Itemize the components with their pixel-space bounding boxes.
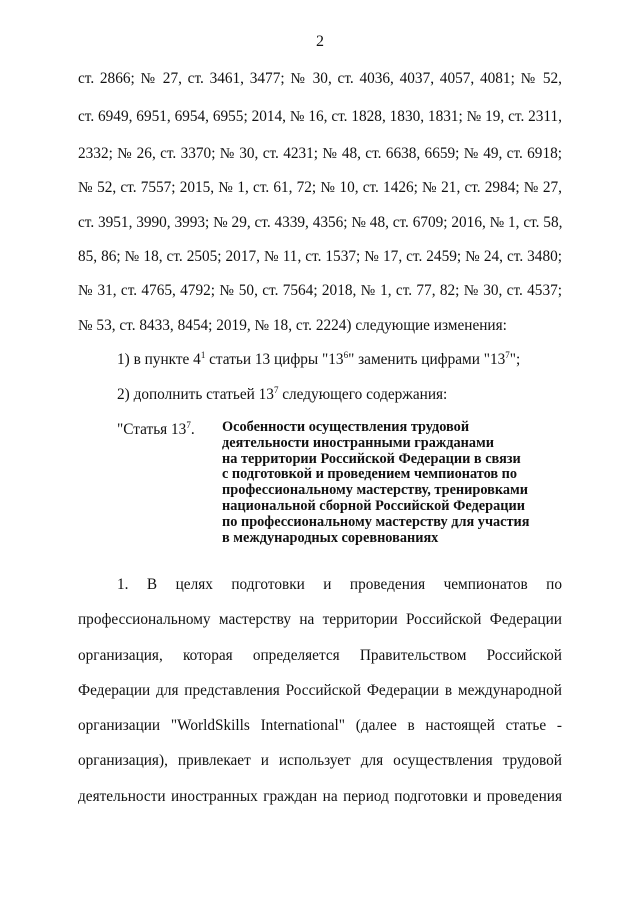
superscript: 7 [505,350,510,360]
article-title-line: профессиональному мастерству, тренировками [222,482,528,499]
body-paragraph-line: профессиональному мастерству на территории Российской Федерации [78,611,562,628]
citation-line: 85, 86; № 18, ст. 2505; 2017, № 11, ст. 1537; № 17, ст. 2459; № 24, ст. 3480; [78,248,562,265]
body-paragraph-line: организация), привлекает и использует для осуществления трудовой [78,752,562,769]
article-title-line: с подготовкой и проведением чемпионатов по [222,466,518,483]
amendment-item-1-text-b: статьи 13 цифры "13 [205,351,344,368]
citation-line: № 31, ст. 4765, 4792; № 50, ст. 7564; 2018, № 1, ст. 77, 82; № 30, ст. 4537; [78,282,562,299]
superscript: 7 [273,385,279,395]
article-label-end: . [190,421,195,438]
article-label-text: "Статья 13 [117,421,187,438]
amendment-item-2 [117,385,562,405]
citation-line: 2332; № 26, ст. 3370; № 30, ст. 4231; № 48, ст. 6638, 6659; № 49, ст. 6918; [78,145,562,162]
superscript: 6 [343,350,349,360]
citation-line: ст. 2866; № 27, ст. 3461, 3477; № 30, ст. 4036, 4037, 4057, 4081; № 52, [78,70,562,87]
body-paragraph-line: деятельности иностранных граждан на период подготовки и проведения [78,788,562,805]
amendment-item-1-text-c: " заменить цифрами "13 [348,351,506,368]
amendment-item-2-text-a: 2) дополнить статьей 13 [117,386,274,403]
citation-line: ст. 3951, 3990, 3993; № 29, ст. 4339, 4356; № 48, ст. 6709; 2016, № 1, ст. 58, [78,214,563,231]
article-title-line: национальной сборной Российской Федерации [222,497,525,514]
amendment-item-1 [117,350,562,370]
body-paragraph-line: организация, которая определяется Правительством Российской [78,647,562,664]
article-title-line: на территории Российской Федерации в связи [222,450,521,467]
article-title-line: по профессиональному мастерству для участия [222,513,530,530]
article-label [117,420,195,440]
article-title-line: в международных соревнованиях [222,529,439,546]
citation-line: № 52, ст. 7557; 2015, № 1, ст. 61, 72; № 10, ст. 1426; № 21, ст. 2984; № 27, [78,179,562,196]
body-paragraph-line: организации "WorldSkills International" (далее в настоящей статье - [78,717,562,734]
page-number: 2 [316,33,324,50]
citation-line: № 53, ст. 8433, 8454; 2019, № 18, ст. 2224) следующие изменения: [78,317,507,334]
superscript: 7 [186,420,191,430]
article-title-line: Особенности осуществления трудовой [222,419,470,435]
amendment-item-1-text-a: 1) в пункте 4 [117,351,201,368]
citation-line: ст. 6949, 6951, 6954, 6955; 2014, № 16, ст. 1828, 1830, 1831; № 19, ст. 2311, [78,108,562,125]
article-title [222,420,567,546]
amendment-item-2-text-b: следующего содержания: [278,386,448,403]
superscript: 1 [200,350,206,360]
body-paragraph-line: 1. В целях подготовки и проведения чемпионатов по [117,576,562,593]
amendment-item-1-text-d: "; [509,351,521,368]
article-title-line: деятельности иностранными гражданами [222,434,494,451]
body-paragraph-line: Федерации для представления Российской Федерации в международной [78,682,562,699]
